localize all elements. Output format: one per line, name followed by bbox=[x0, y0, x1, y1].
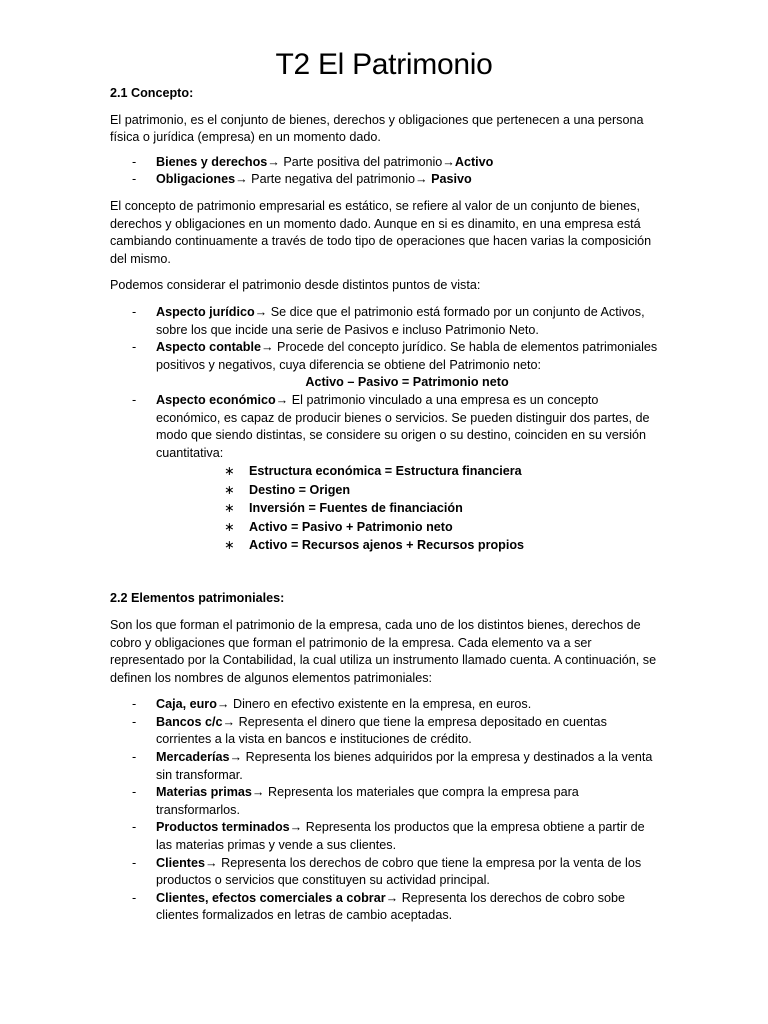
item-text: Representa los derechos de cobro sobe clientes formalizados en letras de cambio aceptadas. bbox=[156, 890, 626, 923]
arrow-right-icon: → bbox=[267, 154, 280, 169]
list-item bbox=[110, 784, 658, 819]
list-patrimonio-parts bbox=[110, 154, 658, 189]
list-equivalences bbox=[110, 462, 658, 554]
item-text: Representa los bienes adquiridos por la empresa y destinados a la venta sin transformar. bbox=[156, 750, 653, 782]
document-title: T2 El Patrimonio bbox=[275, 48, 493, 81]
arrow-right-icon: → bbox=[289, 820, 303, 835]
list-item bbox=[110, 171, 658, 189]
paragraph-definition: El patrimonio, es el conjunto de bienes, derechos y obligaciones que pertenecen a una persona física o jurídica (empresa) en un momento dado. bbox=[110, 112, 644, 145]
list-item bbox=[110, 304, 658, 339]
arrow-right-icon: → bbox=[222, 714, 236, 729]
item-text: Procede del concepto jurídico. Se habla de elementos patrimoniales positivos y negativos, cuya diferencia se obtiene del Patrimonio neto: bbox=[156, 340, 658, 372]
list-item bbox=[110, 696, 658, 714]
term: Productos terminados bbox=[156, 820, 290, 835]
list-item: ∗ Destino = Origen bbox=[110, 481, 658, 499]
term: Caja, euro bbox=[156, 697, 217, 712]
item-text: Representa los materiales que compra la empresa para transformarlos. bbox=[156, 785, 579, 817]
list-item bbox=[110, 749, 658, 784]
document-body bbox=[0, 85, 768, 925]
arrow-right-icon: → bbox=[216, 697, 230, 712]
item-result: Activo bbox=[454, 154, 494, 169]
list-item: ∗ Estructura económica = Estructura financiera bbox=[110, 462, 658, 480]
item-text: Dinero en efectivo existente en la empresa, en euros. bbox=[229, 697, 532, 712]
list-item bbox=[110, 819, 658, 854]
paragraph-elements-intro: Son los que forman el patrimonio de la empresa, cada uno de los distintos bienes, derechos de cobro y obligaciones que forman el patrimonio de la empresa. Cada elemento va a ser representado por la Contabilidad, la cual utiliza un instrumento llamado cuenta. A continuación, se definen los nombres de algunos elementos patrimoniales: bbox=[110, 617, 657, 685]
list-item bbox=[110, 392, 658, 462]
arrow-right-icon: → bbox=[205, 855, 218, 870]
list-item bbox=[110, 339, 658, 374]
term: Aspecto jurídico bbox=[156, 304, 255, 319]
term: Obligaciones bbox=[156, 172, 236, 187]
term: Clientes bbox=[156, 855, 205, 870]
list-item: ∗ Activo = Pasivo + Patrimonio neto bbox=[110, 518, 658, 536]
item-text: Se dice que el patrimonio está formado por un conjunto de Activos, sobre los que incide una serie de Pasivos e incluso Patrimonio Neto. bbox=[156, 304, 645, 337]
section-heading-elementos: 2.2 Elementos patrimoniales: bbox=[110, 591, 285, 606]
item-text: Parte positiva del patrimonio bbox=[279, 154, 443, 169]
arrow-right-icon: → bbox=[415, 172, 428, 187]
term: Bienes y derechos bbox=[156, 154, 268, 169]
term: Clientes, efectos comerciales a cobrar bbox=[156, 890, 386, 905]
arrow-right-icon: → bbox=[385, 890, 399, 905]
list-item bbox=[110, 154, 658, 172]
paragraph-viewpoints: Podemos considerar el patrimonio desde distintos puntos de vista: bbox=[110, 278, 481, 293]
arrow-right-icon: → bbox=[260, 340, 274, 355]
item-text: Representa el dinero que tiene la empresa depositado en cuentas corrientes a la vista en bancos e instituciones de crédito. bbox=[156, 714, 607, 747]
term: Mercaderías bbox=[156, 750, 230, 765]
list-item bbox=[110, 855, 658, 890]
item-text: Parte negativa del patrimonio bbox=[247, 172, 416, 187]
arrow-right-icon: → bbox=[229, 750, 243, 765]
list-item: ∗ Inversión = Fuentes de financiación bbox=[110, 499, 658, 517]
arrow-right-icon: → bbox=[235, 172, 248, 187]
list-item bbox=[110, 714, 658, 749]
list-elements bbox=[110, 696, 658, 925]
item-text: El patrimonio vinculado a una empresa es un concepto económico, es capaz de producir bienes o servicios. Se pueden distinguir dos partes, de modo que siendo distintas, se considere su origen o su destino, coinciden en su versión cuantitativa: bbox=[156, 392, 650, 460]
arrow-right-icon: → bbox=[275, 392, 289, 407]
section-heading-concepto: 2.1 Concepto: bbox=[110, 86, 194, 100]
item-result: Pasivo bbox=[427, 172, 472, 187]
list-item: ∗ Activo = Recursos ajenos + Recursos propios bbox=[110, 536, 658, 554]
term: Materias primas bbox=[156, 785, 252, 800]
term: Aspecto contable bbox=[156, 340, 261, 355]
list-aspects-continued bbox=[110, 392, 658, 462]
arrow-right-icon: → bbox=[251, 785, 265, 800]
paragraph-static-concept: El concepto de patrimonio empresarial es estático, se refiere al valor de un conjunto de bienes, derechos y obligaciones en un momento dado. Aunque en si es dinamito, en una empresa está cambiando continuamente a través de todo tipo de operaciones que hacen varias la composición del mismo. bbox=[110, 198, 652, 266]
formula-patrimonio-neto: Activo – Pasivo = Patrimonio neto bbox=[305, 375, 509, 390]
term: Bancos c/c bbox=[156, 714, 223, 729]
item-text: Representa los derechos de cobro que tiene la empresa por la venta de los productos o servicios que constituyen su actividad principal. bbox=[156, 855, 642, 888]
arrow-right-icon: → bbox=[254, 304, 268, 319]
arrow-right-icon: → bbox=[442, 154, 455, 169]
list-item bbox=[110, 890, 658, 925]
list-aspects bbox=[110, 304, 658, 374]
term: Aspecto económico bbox=[156, 392, 276, 407]
item-text: Representa los productos que la empresa obtiene a partir de las materias primas y vende a sus clientes. bbox=[156, 820, 645, 853]
